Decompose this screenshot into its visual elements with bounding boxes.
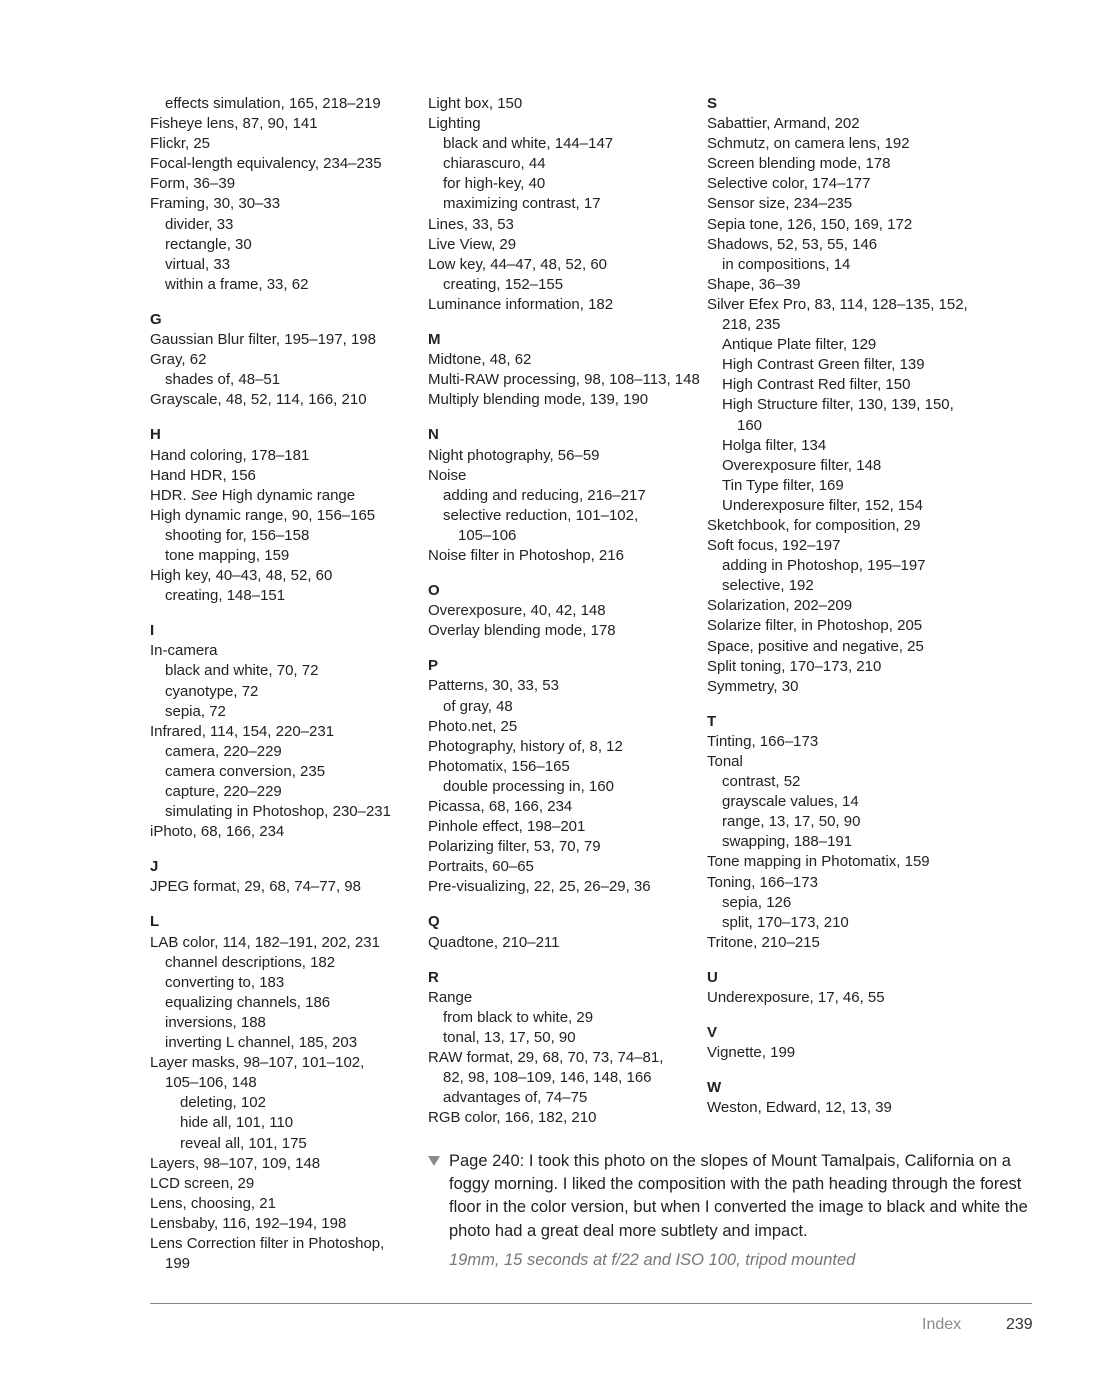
index-letter-heading: I	[150, 622, 155, 640]
index-entry: Lensbaby, 116, 192–194, 198	[150, 1214, 347, 1232]
index-entry: Pre-visualizing, 22, 25, 26–29, 36	[428, 878, 651, 896]
index-entry: JPEG format, 29, 68, 74–77, 98	[150, 878, 361, 896]
index-entry: Flickr, 25	[150, 135, 211, 153]
index-subentry: black and white, 70, 72	[165, 662, 319, 680]
index-subentry: cyanotype, 72	[165, 682, 259, 700]
index-subentry: effects simulation, 165, 218–219	[165, 95, 381, 112]
index-subentry: 82, 98, 108–109, 146, 148, 166	[443, 1069, 652, 1087]
index-subentry: of gray, 48	[443, 697, 513, 715]
index-subentry: camera, 220–229	[165, 742, 282, 760]
index-entry: Noise	[428, 466, 467, 484]
index-subentry: Antique Plate filter, 129	[722, 336, 877, 354]
index-entry: Photography, history of, 8, 12	[428, 737, 623, 755]
index-entry: Solarize filter, in Photoshop, 205	[707, 617, 923, 635]
index-entry: Low key, 44–47, 48, 52, 60	[428, 255, 608, 273]
index-entry: Focal-length equivalency, 234–235	[150, 155, 382, 173]
index-entry: High key, 40–43, 48, 52, 60	[150, 567, 333, 585]
index-letter-heading: O	[428, 582, 440, 600]
index-subentry: simulating in Photoshop, 230–231	[165, 803, 391, 821]
index-subentry: swapping, 188–191	[722, 833, 853, 851]
index-subentry: tone mapping, 159	[165, 546, 290, 564]
index-entry: LCD screen, 29	[150, 1174, 255, 1192]
index-entry-part: High dynamic range	[217, 486, 356, 504]
index-entry: Lighting	[428, 115, 481, 133]
index-letter-heading: R	[428, 968, 439, 986]
index-entry: Schmutz, on camera lens, 192	[707, 135, 910, 153]
index-subentry: shades of, 48–51	[165, 371, 281, 389]
index-subentry: contrast, 52	[722, 773, 801, 791]
index-entry: Screen blending mode, 178	[707, 155, 891, 173]
index-entry: Overexposure, 40, 42, 148	[428, 602, 606, 620]
index-entry: Noise filter in Photoshop, 216	[428, 546, 624, 564]
caption-text: Page 240: I took this photo on the slopes of Mount Tamalpais, California on a foggy morning. I liked the composition with the path heading through the forest floor in the color version, but when I converted the image to black and white the photo had a great deal more subtlety and impact.	[449, 1152, 1028, 1240]
index-subentry: High Contrast Green filter, 139	[722, 356, 925, 374]
index-subentry: capture, 220–229	[165, 783, 282, 800]
index-subentry: High Contrast Red filter, 150	[722, 376, 911, 394]
index-subentry: selective reduction, 101–102,	[443, 506, 639, 524]
index-subentry: black and white, 144–147	[443, 135, 614, 153]
index-entry: Fisheye lens, 87, 90, 141	[150, 115, 318, 133]
index-subentry: shooting for, 156–158	[165, 526, 310, 544]
index-entry: Grayscale, 48, 52, 114, 166, 210	[150, 391, 367, 409]
index-subentry: sepia, 72	[165, 702, 226, 720]
index-entry: Weston, Edward, 12, 13, 39	[707, 1099, 892, 1117]
index-letter-heading: J	[150, 858, 159, 876]
index-letter-heading: W	[707, 1079, 722, 1097]
index-entry: Range	[428, 988, 473, 1006]
index-subentry: hide all, 101, 110	[180, 1114, 294, 1132]
index-entry: Shadows, 52, 53, 55, 146	[707, 235, 878, 253]
index-entry: RAW format, 29, 68, 70, 73, 74–81,	[428, 1049, 664, 1067]
index-letter-heading: N	[428, 426, 439, 444]
index-subentry: advantages of, 74–75	[443, 1089, 588, 1107]
index-subentry: 218, 235	[722, 316, 781, 334]
index-letter-heading: P	[428, 657, 439, 675]
index-entry: Symmetry, 30	[707, 677, 799, 695]
index-subentry: adding in Photoshop, 195–197	[722, 557, 926, 575]
index-entry-part: HDR.	[150, 486, 191, 504]
index-entry: Shape, 36–39	[707, 275, 801, 293]
index-subentry: channel descriptions, 182	[165, 953, 336, 971]
index-letter-heading: U	[707, 968, 718, 986]
index-subentry: adding and reducing, 216–217	[443, 486, 646, 504]
index-entry: Sketchbook, for composition, 29	[707, 516, 921, 534]
index-subentry: camera conversion, 235	[165, 762, 326, 780]
index-entry: Split toning, 170–173, 210	[707, 657, 882, 675]
index-letter-heading: H	[150, 426, 161, 444]
index-entry: Framing, 30, 30–33	[150, 195, 281, 213]
index-entry: Light box, 150	[428, 95, 523, 112]
index-entry: Form, 36–39	[150, 175, 236, 193]
index-subentry: split, 170–173, 210	[722, 913, 849, 931]
index-entry: Lens Correction filter in Photoshop,	[150, 1234, 385, 1252]
index-entry: In-camera	[150, 642, 218, 660]
index-entry: Silver Efex Pro, 83, 114, 128–135, 152,	[707, 295, 968, 313]
index-entry: Quadtone, 210–211	[428, 933, 560, 951]
index-subentry: sepia, 126	[722, 893, 792, 911]
index-subentry: from black to white, 29	[443, 1008, 594, 1026]
index-entry: LAB color, 114, 182–191, 202, 231	[150, 933, 380, 951]
index-entry: Photo.net, 25	[428, 717, 518, 735]
index-entry: Hand HDR, 156	[150, 466, 256, 484]
index-column-2	[428, 94, 700, 1128]
index-subentry: 199	[165, 1255, 191, 1273]
index-letter-heading: M	[428, 331, 441, 349]
index-entry: Hand coloring, 178–181	[150, 446, 310, 464]
index-letter-heading: S	[707, 95, 718, 112]
index-entry: Toning, 166–173	[707, 873, 818, 891]
index-subentry: creating, 152–155	[443, 275, 564, 293]
index-subentry: range, 13, 17, 50, 90	[722, 813, 861, 831]
index-entry: Tone mapping in Photomatix, 159	[707, 853, 930, 871]
index-subentry: selective, 192	[722, 577, 814, 595]
index-subentry: maximizing contrast, 17	[443, 195, 601, 213]
index-entry: Polarizing filter, 53, 70, 79	[428, 838, 601, 856]
index-entry: Selective color, 174–177	[707, 175, 871, 193]
index-entry: Sepia tone, 126, 150, 169, 172	[707, 215, 913, 233]
index-subentry: in compositions, 14	[722, 255, 851, 273]
index-entry-part: See	[190, 486, 218, 504]
index-subentry: inversions, 188	[165, 1013, 266, 1031]
index-entry: Overlay blending mode, 178	[428, 622, 616, 640]
footer-section-label: Index	[922, 1316, 962, 1333]
index-column-1	[150, 94, 412, 1274]
page-number: 239	[1006, 1316, 1033, 1333]
index-entry: Night photography, 56–59	[428, 446, 600, 464]
index-entry: Patterns, 30, 33, 53	[428, 677, 559, 695]
index-column-3	[707, 94, 969, 1119]
index-subentry: converting to, 183	[165, 973, 285, 991]
photo-caption	[428, 1150, 1033, 1272]
index-entry: Gaussian Blur filter, 195–197, 198	[150, 331, 376, 349]
index-letter-heading: V	[707, 1024, 718, 1042]
index-subentry: Holga filter, 134	[722, 436, 827, 454]
index-subentry: virtual, 33	[165, 255, 231, 273]
index-entry: Portraits, 60–65	[428, 858, 534, 876]
index-entry: Sabattier, Armand, 202	[707, 115, 860, 133]
index-entry: Multiply blending mode, 139, 190	[428, 391, 649, 409]
index-entry: Layer masks, 98–107, 101–102,	[150, 1054, 365, 1072]
index-subentry: double processing in, 160	[443, 777, 614, 795]
index-entry: Photomatix, 156–165	[428, 757, 570, 775]
index-entry: Sensor size, 234–235	[707, 195, 853, 213]
index-entry: Tritone, 210–215	[707, 933, 820, 951]
index-letter-heading: T	[707, 712, 717, 730]
index-subentry: reveal all, 101, 175	[180, 1134, 307, 1152]
index-entry: High dynamic range, 90, 156–165	[150, 506, 376, 524]
index-entry	[150, 486, 412, 506]
index-subentry: grayscale values, 14	[722, 793, 859, 811]
index-subentry: chiarascuro, 44	[443, 155, 546, 173]
index-subentry: divider, 33	[165, 215, 234, 233]
index-subentry: inverting L channel, 185, 203	[165, 1034, 358, 1052]
caption-triangle-icon	[428, 1156, 440, 1166]
index-entry: Underexposure, 17, 46, 55	[707, 989, 885, 1007]
index-subentry: rectangle, 30	[165, 235, 252, 253]
index-entry: Solarization, 202–209	[707, 597, 853, 615]
index-subentry: within a frame, 33, 62	[165, 275, 309, 293]
index-subentry: Overexposure filter, 148	[722, 456, 882, 474]
index-subentry: Tin Type filter, 169	[722, 476, 844, 494]
index-entry: Midtone, 48, 62	[428, 351, 532, 369]
index-subentry: 105–106, 148	[165, 1074, 257, 1092]
index-entry: Picassa, 68, 166, 234	[428, 798, 573, 815]
index-subentry: for high-key, 40	[443, 175, 546, 193]
index-entry: Lines, 33, 53	[428, 215, 514, 233]
index-entry: Live View, 29	[428, 235, 517, 253]
index-subentry: Underexposure filter, 152, 154	[722, 496, 923, 514]
index-entry: Soft focus, 192–197	[707, 537, 841, 555]
index-entry: Luminance information, 182	[428, 295, 614, 313]
index-subentry: creating, 148–151	[165, 587, 286, 605]
index-entry: Gray, 62	[150, 351, 207, 369]
index-subentry: High Structure filter, 130, 139, 150,	[722, 396, 954, 414]
index-entry: Pinhole effect, 198–201	[428, 818, 586, 836]
index-subentry: 105–106	[458, 526, 517, 544]
caption-credit: 19mm, 15 seconds at f/22 and ISO 100, tripod mounted	[449, 1250, 856, 1269]
index-entry: Multi-RAW processing, 98, 108–113, 148	[428, 371, 700, 389]
index-entry: Layers, 98–107, 109, 148	[150, 1154, 321, 1172]
index-subentry: 160	[737, 416, 763, 434]
index-subentry: deleting, 102	[180, 1094, 266, 1112]
index-letter-heading: L	[150, 913, 160, 931]
index-entry: Lens, choosing, 21	[150, 1194, 276, 1212]
index-entry: Tonal	[707, 753, 743, 770]
index-entry: Space, positive and negative, 25	[707, 637, 924, 655]
index-letter-heading: G	[150, 310, 162, 328]
index-entry: RGB color, 166, 182, 210	[428, 1109, 597, 1127]
index-entry: Vignette, 199	[707, 1044, 796, 1062]
index-subentry: equalizing channels, 186	[165, 993, 331, 1011]
index-letter-heading: Q	[428, 913, 440, 931]
footer-rule	[150, 1303, 1032, 1304]
index-entry: iPhoto, 68, 166, 234	[150, 823, 285, 841]
index-entry: Infrared, 114, 154, 220–231	[150, 722, 335, 740]
index-entry: Tinting, 166–173	[707, 732, 819, 750]
index-subentry: tonal, 13, 17, 50, 90	[443, 1028, 576, 1046]
